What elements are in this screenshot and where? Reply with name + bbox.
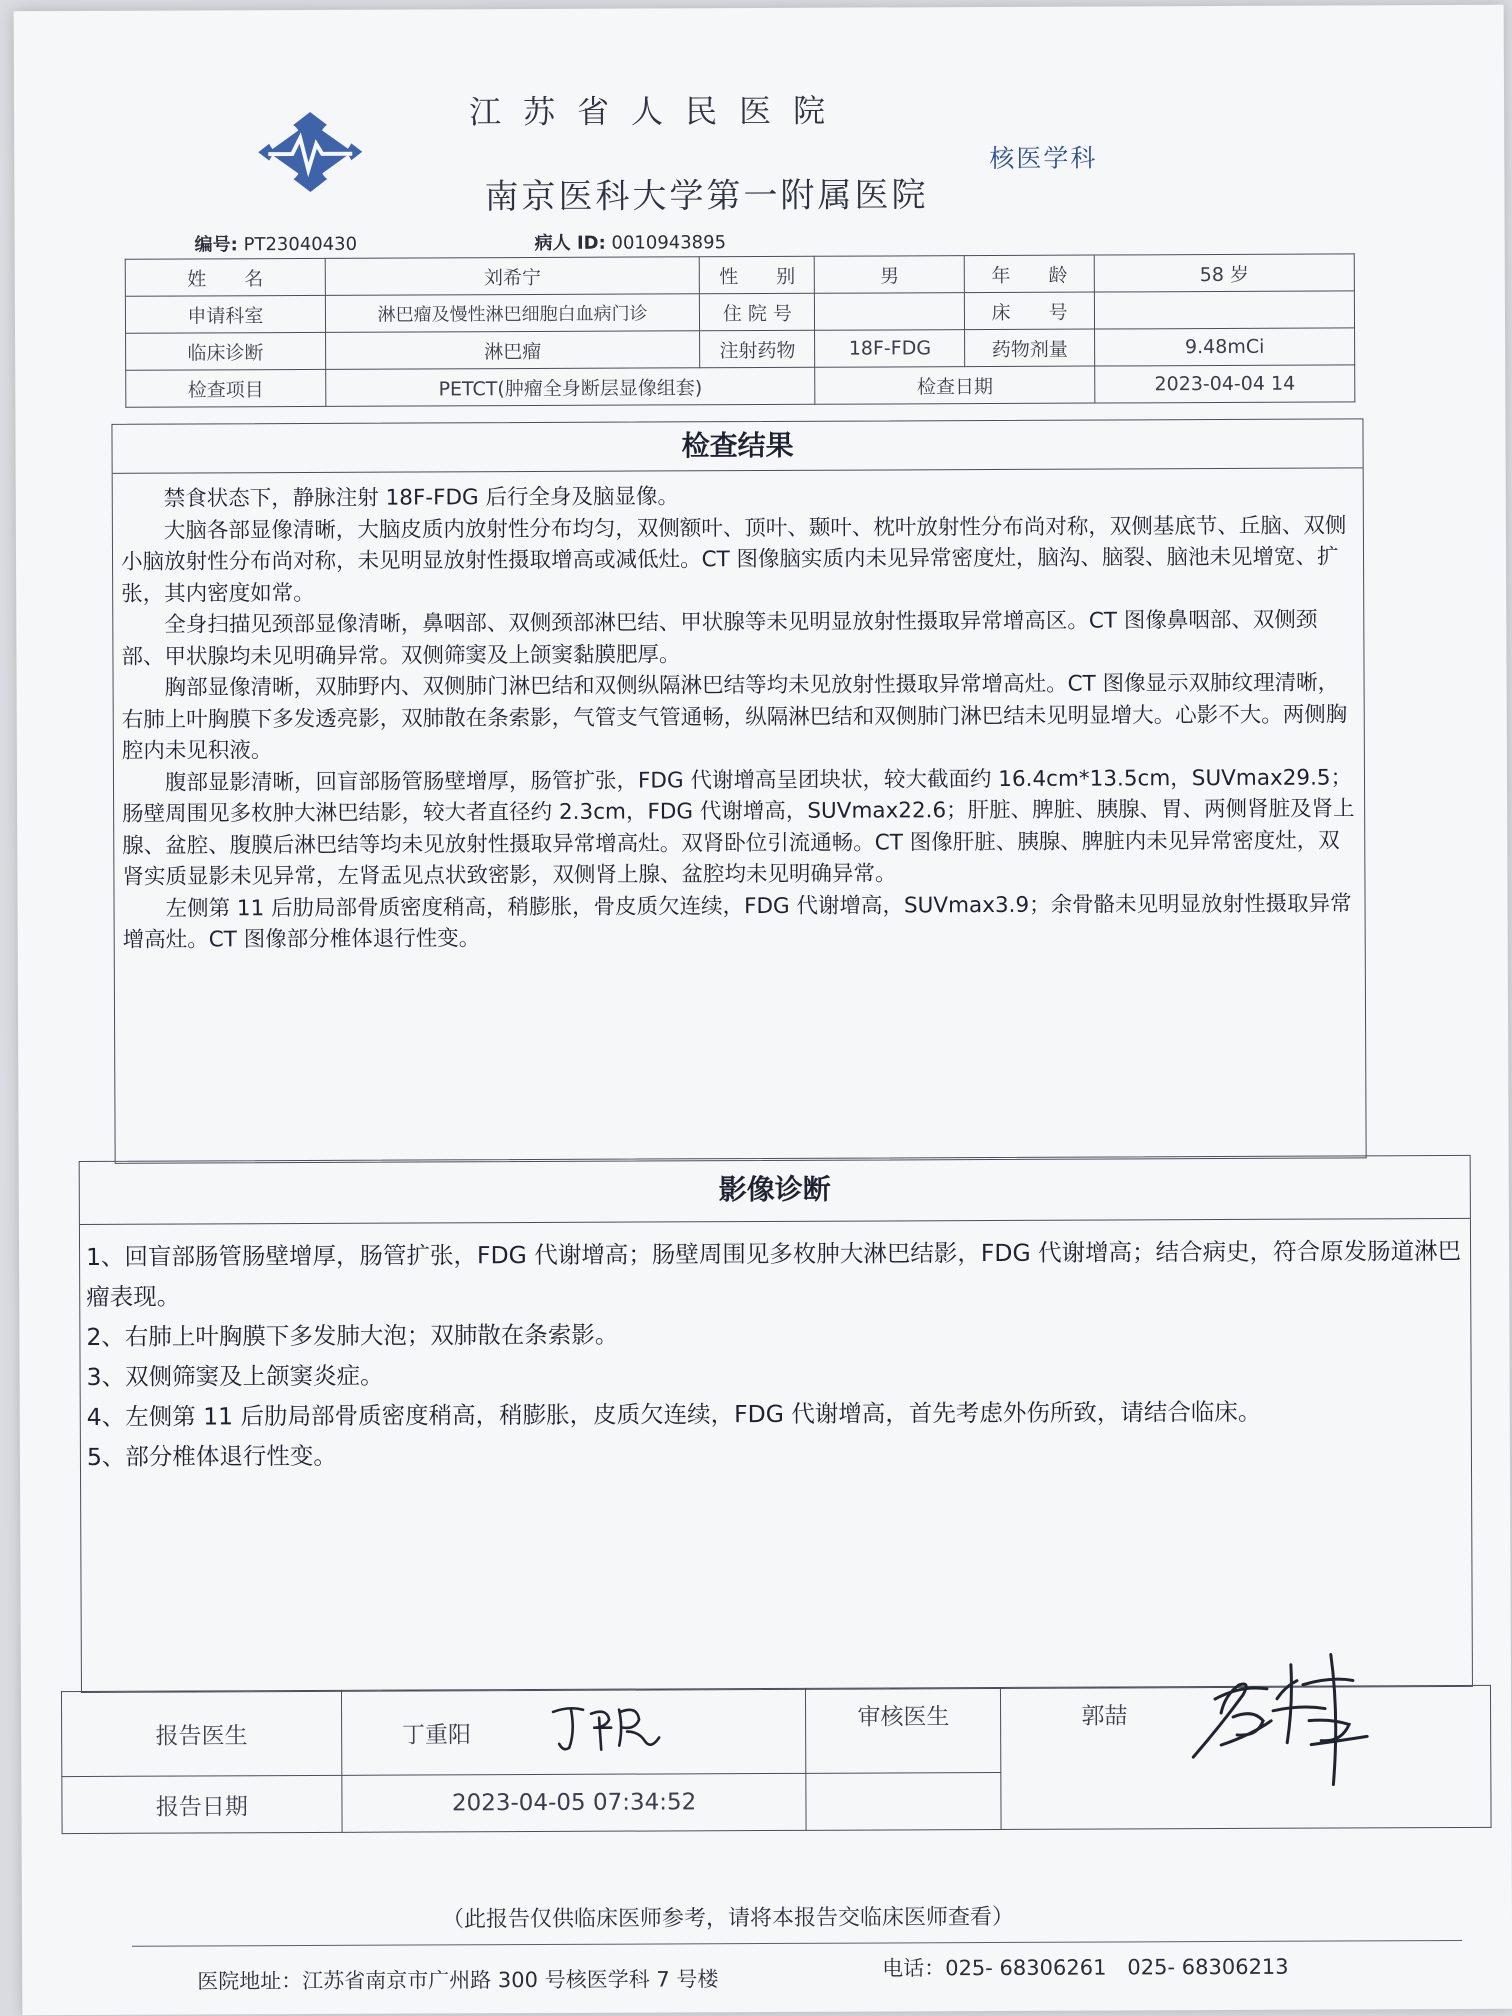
exam-label: 检查项目: [126, 369, 326, 407]
signoff-empty-cell: [806, 1772, 1001, 1830]
sex-value: 男: [815, 256, 965, 294]
hospital-logo-icon: [254, 108, 366, 196]
results-paragraph: 大脑各部显像清晰，大脑皮质内放射性分布均匀，双侧额叶、顶叶、颞叶、枕叶放射性分布尚对称，双侧基底节、丘脑、双侧小脑放射性分布尚对称，未见明显放射性摄取增高或减低灶。CT 图像脑实质内未见异常密度灶，脑沟、脑裂、脑池未见增宽、扩张，其内密度如常。: [120, 512, 1347, 607]
signoff-row-doctors: [61, 1685, 1490, 1776]
results-section: [111, 418, 1366, 1163]
report-doctor-label: 报告医生: [61, 1690, 341, 1776]
results-body: [113, 468, 1365, 956]
drug-value: 18F-FDG: [815, 330, 965, 368]
exam-date-label: 检查日期: [815, 366, 1095, 404]
results-paragraph: 全身扫描见颈部显像清晰，鼻咽部、双侧颈部淋巴结、甲状腺等未见明显放射性摄取异常增高区。CT 图像鼻咽部、双侧颈部、甲状腺均未见明确异常。双侧筛窦及上颌窦黏膜肥厚。: [121, 607, 1318, 670]
dose-label: 药物剂量: [965, 329, 1095, 367]
bed-value: [1095, 291, 1355, 329]
info-row-exam: [126, 365, 1355, 407]
report-date-label: 报告日期: [62, 1775, 342, 1833]
footer-divider: [132, 1940, 1462, 1947]
info-row-diag: [126, 328, 1355, 370]
report-doctor-name: 丁重阳: [401, 1721, 471, 1749]
exam-value: PETCT(肿瘤全身断层显像组套): [326, 367, 816, 406]
report-number: [195, 230, 358, 257]
diagnosis-item: 1、回盲部肠管肠壁增厚，肠管扩张，FDG 代谢增高；肠壁周围见多枚肿大淋巴结影，FDG 代谢增高；结合病史，符合原发肠道淋巴瘤表现。: [86, 1236, 1462, 1311]
hospital-name: 江苏省人民医院: [468, 91, 848, 132]
signoff-table: [61, 1685, 1492, 1834]
diagnosis-item: 3、双侧筛窦及上颌窦炎症。: [86, 1361, 384, 1391]
review-doctor-signature-icon: [1181, 1624, 1382, 1800]
review-doctor-label: 审核医生: [806, 1687, 1001, 1773]
dept-label: 申请科室: [125, 295, 325, 333]
ward-label: 住 院 号: [700, 293, 815, 331]
review-doctor-name: 郭喆: [1081, 1703, 1128, 1730]
hospital-name-secondary: 南京医科大学第一附属医院: [484, 175, 929, 218]
report-sheet: [14, 5, 1512, 2015]
results-title: 检查结果: [112, 419, 1362, 473]
drug-label: 注射药物: [700, 330, 815, 368]
department-name: 核医学科: [989, 143, 1098, 174]
diagnosis-item: 4、左侧第 11 后肋局部骨质密度稍高，稍膨胀，皮质欠连续，FDG 代谢增高，首先考虑外伤所致，请结合临床。: [86, 1397, 1262, 1431]
clinical-diag-value: 淋巴瘤: [325, 331, 700, 370]
dept-value: 淋巴瘤及慢性淋巴细胞白血病门诊: [325, 294, 700, 333]
diagnosis-title: 影像诊断: [80, 1156, 1470, 1225]
footer-note: （此报告仅供临床医师参考，请将本报告交临床医师查看）: [441, 1904, 1015, 1933]
footer-phone: 电话：025- 68306261 025- 68306213: [882, 1954, 1289, 1981]
diagnosis-item: 2、右肺上叶胸膜下多发肺大泡；双肺散在条索影。: [86, 1320, 619, 1351]
diagnosis-section: [79, 1155, 1473, 1693]
report-date-value: 2023-04-05 07:34:52: [342, 1773, 807, 1832]
report-number-label: 编号:: [194, 234, 238, 256]
results-paragraph: 左侧第 11 后肋局部骨质密度稍高，稍膨胀，骨皮质欠连续，FDG 代谢增高，SUVmax3.9；余骨骼未见明显放射性摄取异常增高灶。CT 图像部分椎体退行性变。: [122, 890, 1352, 953]
patient-id-value: 0010943895: [611, 232, 727, 254]
sex-label: 性 别: [700, 256, 815, 294]
patient-id: [535, 228, 726, 255]
review-doctor-cell: [1001, 1685, 1491, 1829]
age-value: 58 岁: [1094, 254, 1354, 292]
info-row-dept: [125, 291, 1354, 333]
exam-date-value: 2023-04-04 14: [1095, 365, 1355, 403]
report-doctor-signature-icon: [547, 1697, 667, 1756]
report-doctor-cell: [341, 1688, 806, 1775]
ward-value: [815, 293, 965, 331]
info-row-name: [125, 254, 1354, 296]
bed-label: 床 号: [965, 292, 1095, 330]
patient-info-table: [125, 253, 1356, 407]
name-value: 刘希宁: [325, 257, 700, 296]
report-number-value: PT23040430: [243, 233, 358, 256]
age-label: 年 龄: [964, 255, 1094, 293]
dose-value: 9.48mCi: [1095, 328, 1355, 366]
diagnosis-item: 5、部分椎体退行性变。: [86, 1441, 337, 1471]
results-paragraph: 胸部显像清晰，双肺野内、双侧肺门淋巴结和双侧纵隔淋巴结等均未见放射性摄取异常增高灶。CT 图像显示双肺纹理清晰，右肺上叶胸膜下多发透亮影，双肺散在条索影，气管支气管通畅，纵隔淋巴结和双侧肺门淋巴结未见明显增大。心影不大。两侧胸腔内未见积液。: [121, 670, 1348, 764]
results-paragraph: 禁食状态下，静脉注射 18F-FDG 后行全身及脑显像。: [163, 484, 680, 512]
results-paragraph: 腹部显影清晰，回盲部肠管肠壁增厚，肠管扩张，FDG 代谢增高呈团块状，较大截面约 16.4cm*13.5cm，SUVmax29.5；肠壁周围见多枚肿大淋巴结影，较大者直径约 2.3cm，FDG 代谢增高，SUVmax22.6；肝脏、脾脏、胰腺、胃、两侧肾脏及肾上腺、盆腔、腹膜后淋巴结等均未见放射性摄取异常增高灶。双肾卧位引流通畅。CT 图像肝脏、胰腺、脾脏内未见异常密度灶，双肾实质显影未见异常，左肾盂见点状致密影，双侧肾上腺、盆腔均未见明确异常。: [122, 764, 1355, 890]
clinical-diag-label: 临床诊断: [126, 332, 326, 370]
patient-id-label: 病人 ID:: [534, 232, 606, 254]
diagnosis-body: [80, 1219, 1471, 1477]
footer-address: 医院地址：江苏省南京市广州路 300 号核医学科 7 号楼: [197, 1967, 719, 1994]
name-label: 姓 名: [125, 258, 325, 296]
